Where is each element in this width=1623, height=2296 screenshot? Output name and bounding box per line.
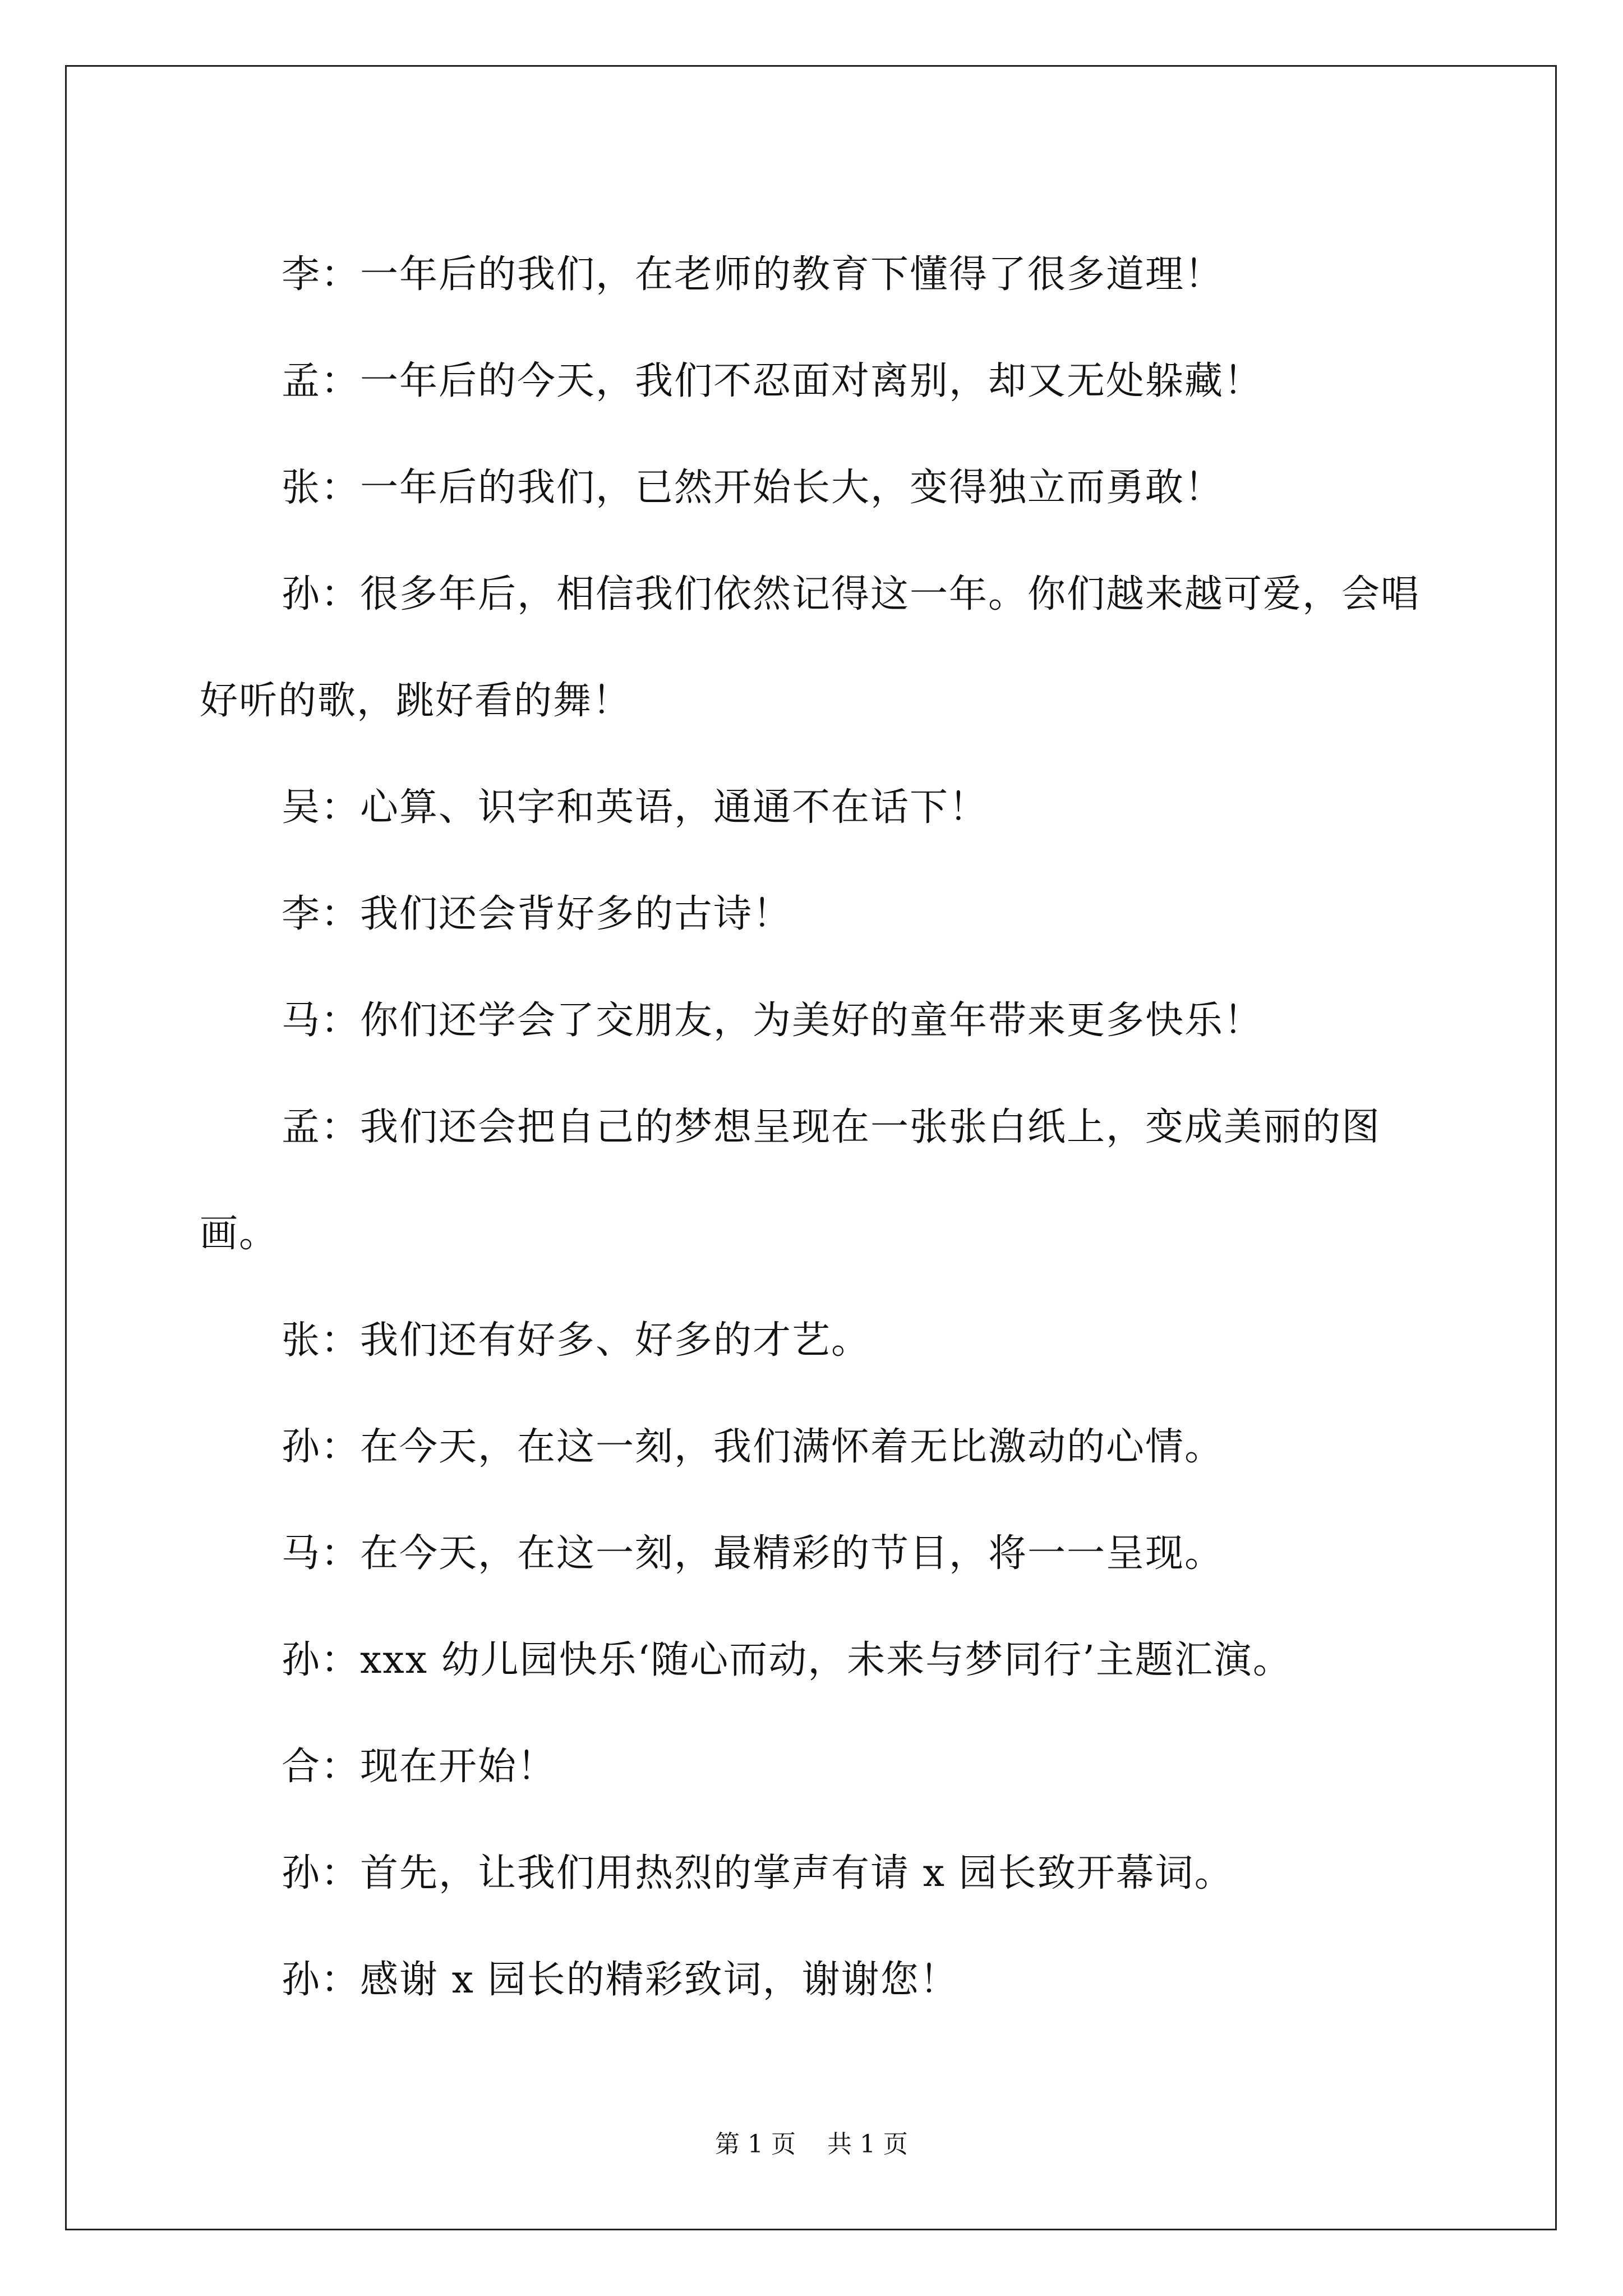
- page-footer: 第 1 页 共 1 页: [715, 2130, 908, 2159]
- paragraph-14: 孙：首先，让我们用热烈的掌声有请 x 园长致开幕词。: [282, 1851, 1234, 1895]
- paragraph-15: 孙：感谢 x 园长的精彩致词，谢谢您！: [282, 1958, 959, 2002]
- paragraph-12: 孙：xxx 幼儿园快乐‘随心而动，未来与梦同行’主题汇演。: [282, 1638, 1292, 1682]
- paragraph-7: 马：你们还学会了交朋友，为美好的童年带来更多快乐！: [282, 999, 1264, 1043]
- paragraph-9: 张：我们还有好多、好多的才艺。: [282, 1318, 871, 1363]
- paragraph-1: 李：一年后的我们，在老师的教育下懂得了很多道理！: [282, 252, 1224, 297]
- paragraph-6: 李：我们还会背好多的古诗！: [282, 892, 792, 936]
- document-body: [200, 222, 1428, 2033]
- paragraph-3: 张：一年后的我们，已然开始长大，变得独立而勇敢！: [282, 466, 1224, 510]
- paragraph-8: 孟：我们还会把自己的梦想呈现在一张张白纸上，变成美丽的图画。: [200, 1105, 1381, 1256]
- paragraph-11: 马：在今天，在这一刻，最精彩的节目，将一一呈现。: [282, 1531, 1224, 1576]
- paragraph-13: 合：现在开始！: [282, 1745, 557, 1789]
- paragraph-4: 孙：很多年后，相信我们依然记得这一年。你们越来越可爱，会唱好听的歌，跳好看的舞！: [200, 572, 1421, 723]
- paragraph-2: 孟：一年后的今天，我们不忍面对离别，却又无处躲藏！: [282, 359, 1264, 403]
- paragraph-5: 吴：心算、识字和英语，通通不在话下！: [282, 785, 989, 830]
- paragraph-10: 孙：在今天，在这一刻，我们满怀着无比激动的心情。: [282, 1425, 1224, 1469]
